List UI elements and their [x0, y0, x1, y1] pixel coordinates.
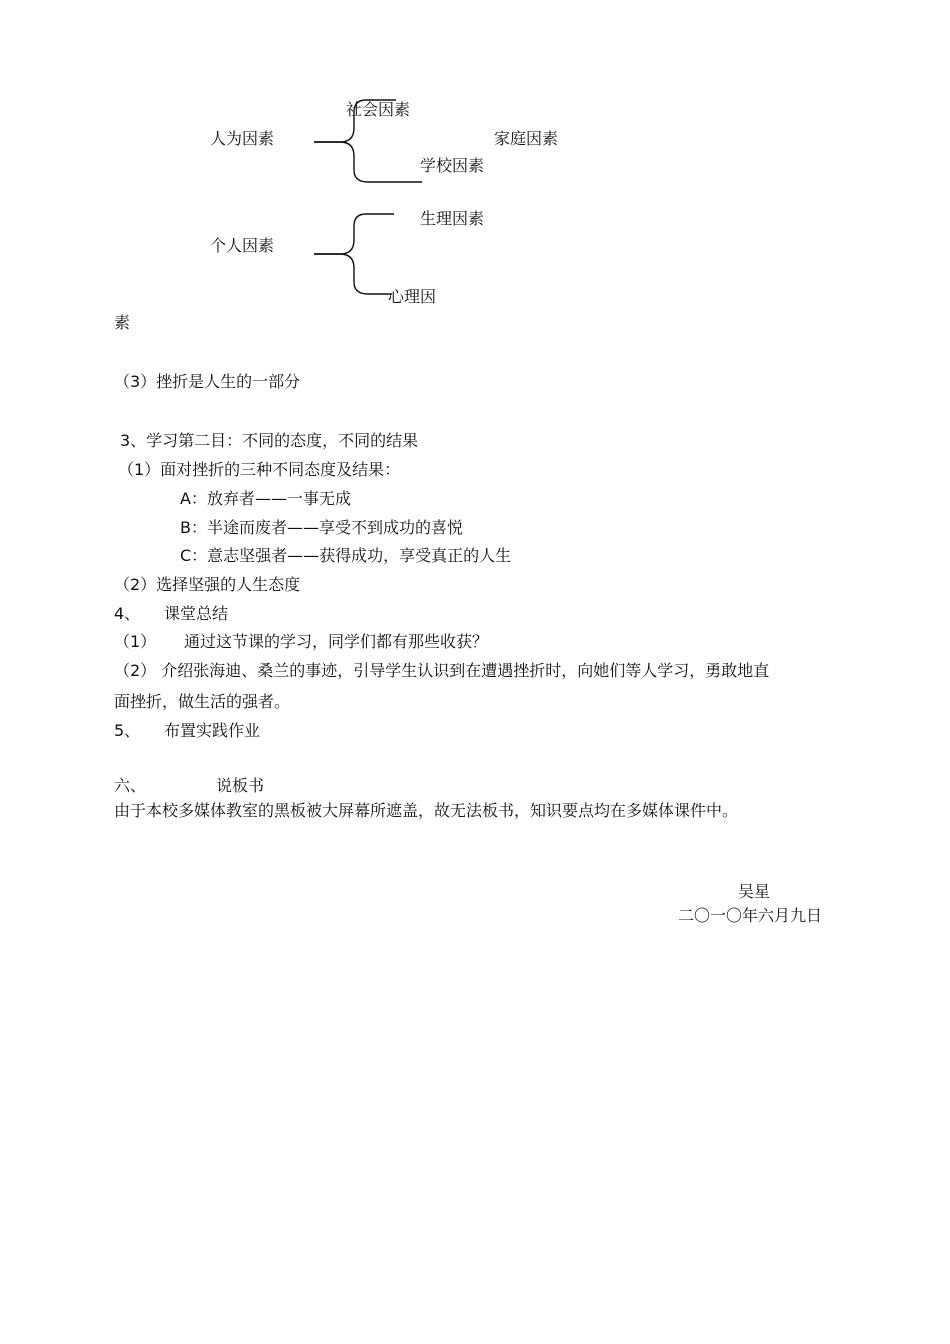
- section-3-sub-1: （1）面对挫折的三种不同态度及结果：: [118, 460, 401, 479]
- section-6-body: 由于本校多媒体教室的黑板被大屏幕所遮盖，故无法板书，知识要点均在多媒体课件中。: [114, 801, 739, 820]
- section-6-number: 六、: [114, 776, 147, 795]
- branch-psychological-factors-wrap: 素: [114, 313, 131, 332]
- section-3-sub-2: （2）选择坚强的人生态度: [114, 575, 301, 594]
- attitude-b: B：半途而废者——享受不到成功的喜悦: [180, 518, 463, 537]
- section-4-item-2-line-2: 面挫折，做生活的强者。: [114, 692, 291, 711]
- personal-factors-label: 个人因素: [210, 236, 275, 255]
- attitude-c: C：意志坚强者——获得成功，享受真正的人生: [180, 546, 512, 565]
- branch-school-factors: 学校因素: [420, 156, 485, 175]
- branch-psychological-factors: 心理因: [388, 287, 437, 306]
- signature-date: 二〇一〇年六月九日: [678, 906, 823, 925]
- section-4-number: 4、: [114, 604, 141, 623]
- section-5-heading: 布置实践作业: [164, 721, 261, 740]
- section-3-heading: 3、学习第二目：不同的态度，不同的结果: [120, 431, 419, 450]
- section-4-heading: 课堂总结: [164, 604, 229, 623]
- branch-social-factors: 社会因素: [346, 100, 411, 119]
- item-3-frustration-part-of-life: （3）挫折是人生的一部分: [114, 372, 301, 391]
- section-4-item-1-number: （1）: [114, 632, 157, 651]
- attitude-a: A：放弃者——一事无成: [180, 489, 351, 508]
- human-factors-brace: [0, 0, 950, 330]
- branch-physiological-factors: 生理因素: [420, 209, 485, 228]
- signature-author: 吴星: [738, 882, 771, 901]
- section-4-item-1: 通过这节课的学习，同学们都有那些收获？: [184, 632, 489, 651]
- human-factors-label: 人为因素: [210, 129, 275, 148]
- section-5-number: 5、: [114, 721, 141, 740]
- section-6-heading: 说板书: [216, 776, 265, 795]
- section-4-item-2-line-1: （2） 介绍张海迪、桑兰的事迹，引导学生认识到在遭遇挫折时，向她们等人学习，勇敢地直: [114, 661, 770, 680]
- branch-family-factors: 家庭因素: [494, 129, 559, 148]
